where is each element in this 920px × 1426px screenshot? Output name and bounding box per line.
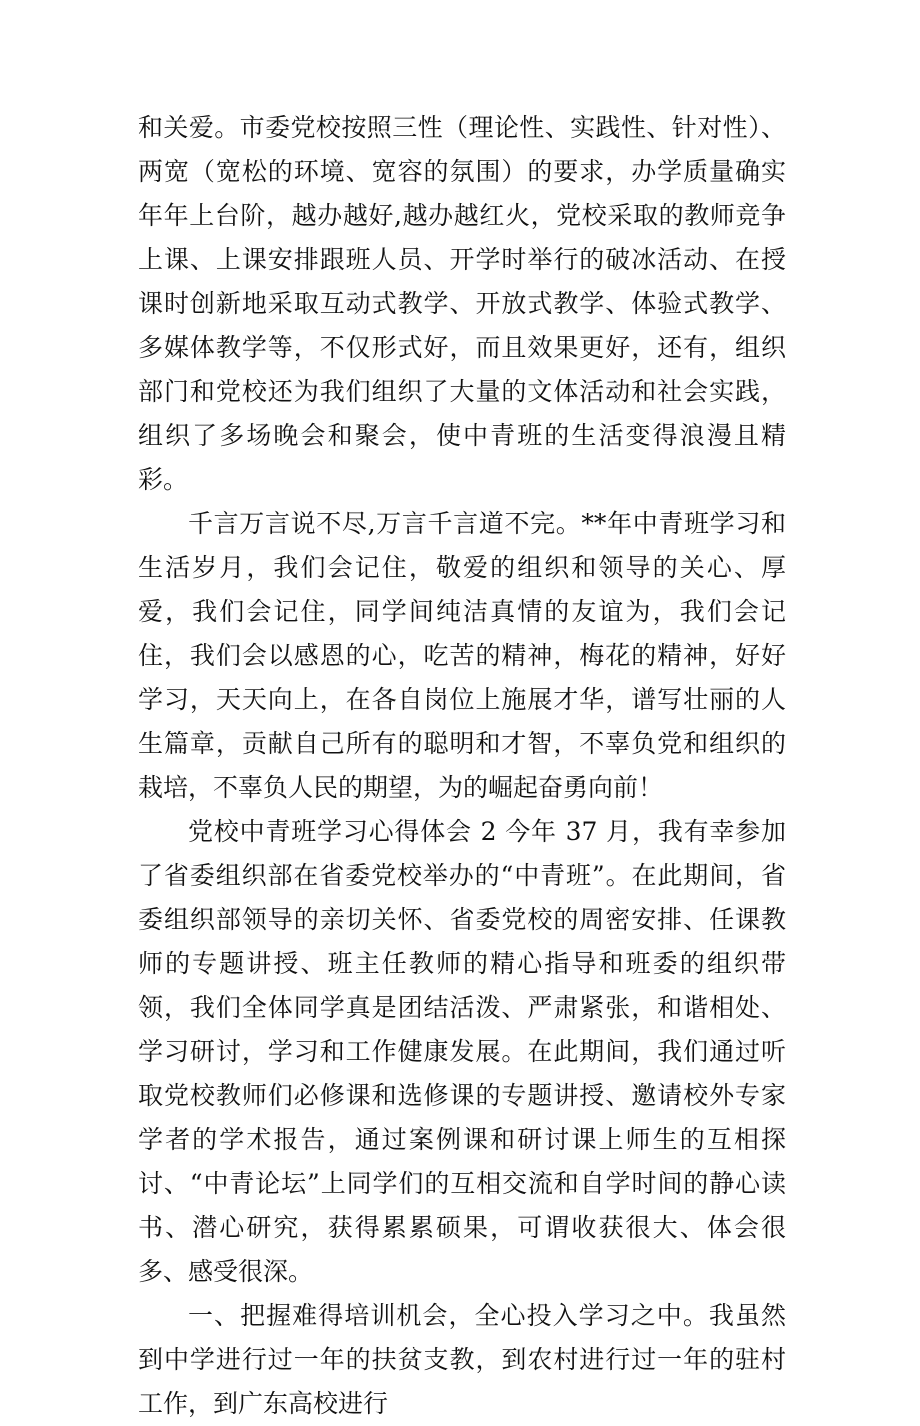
paragraph-3: 党校中青班学习心得体会 2 今年 37 月，我有幸参加了省委组织部在省委党校举办的“中青班”。在此期间，省委组织部领导的亲切关怀、省委党校的周密安排、任课教师的专题讲授、班主任教师的精心指导和班委的组织带领，我们全体同学真是团结活泼、严肃紧张，和谐相处、学习研讨，学习和工作健康发展。在此期间，我们通过听取党校教师们必修课和选修课的专题讲授、邀请校外专家学者的学术报告，通过案例课和研讨课上师生的互相探讨、“中青论坛”上同学们的互相交流和自学时间的静心读书、潜心研究，获得累累硕果，可谓收获很大、体会很多、感受很深。 [138, 817, 786, 1286]
document-page [138, 106, 786, 1426]
paragraph-2: 千言万言说不尽,万言千言道不完。**年中青班学习和生活岁月，我们会记住，敬爱的组织和领导的关心、厚爱，我们会记住，同学间纯洁真情的友谊为，我们会记住，我们会以感恩的心，吃苦的精神，梅花的精神，好好学习，天天向上，在各自岗位上施展才华，谱写壮丽的人生篇章，贡献自己所有的聪明和才智，不辜负党和组织的栽培，不辜负人民的期望，为的崛起奋勇向前！ [138, 509, 786, 802]
paragraph-4: 一、把握难得培训机会，全心投入学习之中。我虽然到中学进行过一年的扶贫支教，到农村进行过一年的驻村工作，到广东高校进行 [138, 1301, 786, 1418]
paragraph-1: 和关爱。市委党校按照三性（理论性、实践性、针对性）、两宽（宽松的环境、宽容的氛围）的要求，办学质量确实年年上台阶，越办越好,越办越红火，党校采取的教师竞争上课、上课安排跟班人员、开学时举行的破冰活动、在授课时创新地采取互动式教学、开放式教学、体验式教学、多媒体教学等，不仅形式好，而且效果更好，还有，组织部门和党校还为我们组织了大量的文体活动和社会实践，组织了多场晚会和聚会，使中青班的生活变得浪漫且精彩。 [138, 113, 786, 494]
